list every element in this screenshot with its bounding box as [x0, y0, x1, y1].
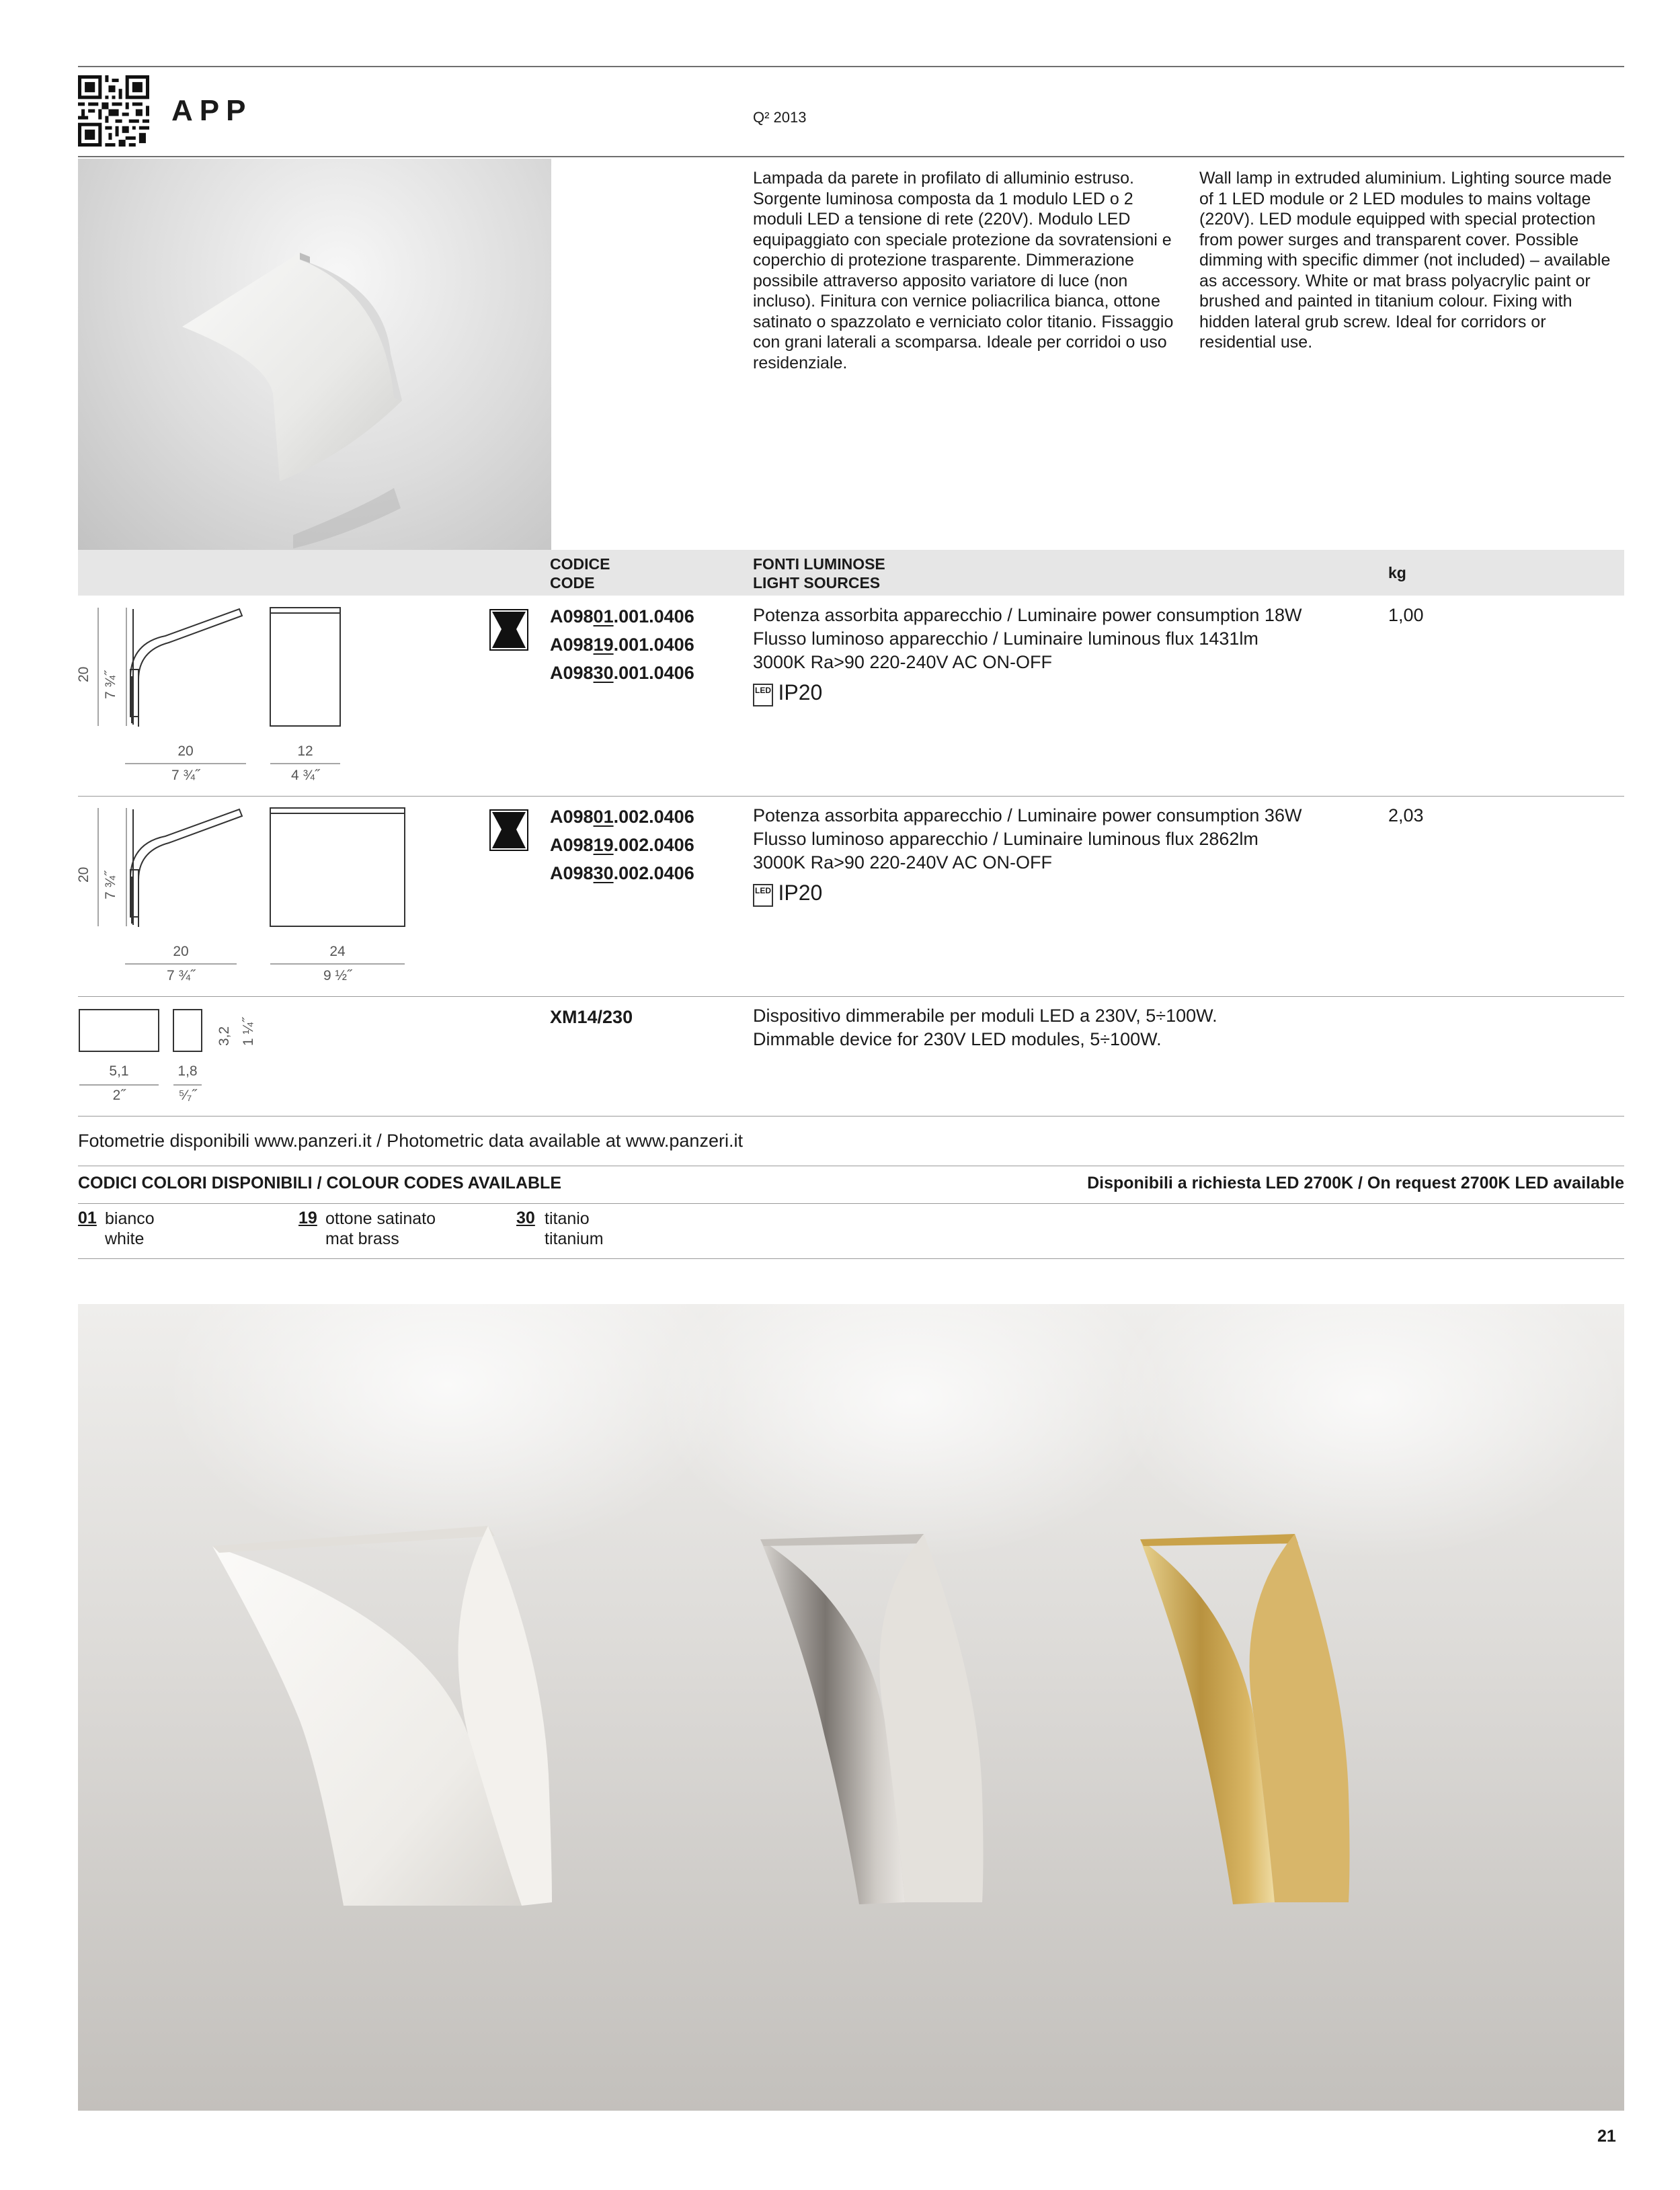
light-source-spec-1: Potenza assorbita apparecchio / Luminaire power consumption 18W Flusso luminoso apparecchio / Luminaire luminous flux 1431lm 3000K Ra>90 220-240V AC ON-OFF LED IP20 — [753, 604, 1302, 706]
dim-acc-depth-in: ⁵⁄₇˝ — [178, 1088, 197, 1103]
top-rule — [78, 66, 1624, 67]
dim-width-cm-2: 24 — [329, 944, 346, 959]
table-header-sources: FONTI LUMINOSE LIGHT SOURCES — [753, 555, 885, 592]
product-codes-1 — [550, 602, 694, 687]
colour-item-brass[interactable] — [298, 1209, 317, 1228]
dim-width-in-1: 4 ¾˝ — [290, 768, 320, 783]
colour-codes-title: CODICI COLORI DISPONIBILI / COLOUR CODES AVAILABLE — [78, 1174, 561, 1192]
row-divider — [78, 796, 1624, 797]
description-italian: Lampada da parete in profilato di alluminio estruso. Sorgente luminosa composta da 1 modulo LED o 2 moduli LED a tensione di rete (220V). Modulo LED equipaggiato con speciale protezione da sovratensioni e coperchio di protezione trasparente. Dimmerazione possibile attraverso apposito variatore di luce (non incluso). Finitura con vernice poliacrilica bianca, ottone satinato o spazzolato e verniciato color titanio. Fissaggio con grani laterali a scomparsa. Ideale per corridoi o uso residenziale. — [753, 169, 1174, 372]
weight-2: 2,03 — [1388, 805, 1424, 825]
light-emission-icon-2 — [489, 809, 528, 851]
dim-acc-depth-cm: 1,8 — [177, 1063, 198, 1079]
dim-height-in-2: 7 ¾˝ — [103, 870, 118, 899]
accessory-description: Dispositivo dimmerabile per moduli LED a 230V, 5÷100W. Dimmable device for 230V LED modules, 5÷100W. — [753, 1006, 1217, 1049]
dim-depth-cm-1: 20 — [177, 743, 194, 759]
dim-depth-in-2: 7 ¾˝ — [166, 968, 196, 983]
dim-height-in-1: 7 ¾˝ — [103, 670, 118, 699]
dim-width-cm-1: 12 — [297, 743, 313, 759]
light-emission-icon-1 — [489, 609, 528, 651]
wall-lamp-illustration — [78, 159, 551, 550]
dim-acc-height-cm: 3,2 — [216, 1026, 232, 1046]
colour-name-white: bianco white — [105, 1209, 155, 1248]
dim-height-cm-1: 20 — [76, 666, 91, 682]
designer-year: Q² 2013 — [753, 109, 807, 126]
colour-name-brass: ottone satinato mat brass — [325, 1209, 436, 1248]
colour-name-titanium: titanio titanium — [545, 1209, 604, 1248]
dim-height-cm-2: 20 — [76, 866, 91, 883]
weight-1: 1,00 — [1388, 605, 1424, 625]
colour-codes-note: Disponibili a richiesta LED 2700K / On request 2700K LED available — [1087, 1174, 1624, 1192]
product-title: APP — [171, 94, 253, 127]
ip-rating: IP20 — [778, 680, 823, 704]
description-english: Wall lamp in extruded aluminium. Lighting source made of 1 LED module or 2 LED modules to mains voltage (220V). LED module equipped with special protection from power surges and transparent cover. Possible dimming with specific dimmer (not included) – available as accessory. White or mat brass polyacrylic paint or brushed and painted in titanium colour. Fixing with hidden lateral grub screw. Ideal for corridors or residential use. — [1199, 169, 1612, 352]
dim-width-in-2: 9 ½˝ — [323, 968, 352, 983]
photometric-note: Fotometrie disponibili www.panzeri.it / Photometric data available at www.panzeri.it — [78, 1131, 743, 1151]
light-source-spec-2: Potenza assorbita apparecchio / Luminaire power consumption 36W Flusso luminoso apparecchio / Luminaire luminous flux 2862lm 3000K Ra>90 220-240V AC ON-OFF LED IP20 — [753, 804, 1302, 907]
three-finish-lamps-illustration — [78, 1304, 1624, 2111]
dim-depth-cm-2: 20 — [173, 944, 189, 959]
dim-acc-height-in: 1 ¼˝ — [241, 1017, 256, 1046]
led-badge-icon: LED — [753, 884, 773, 907]
led-badge-icon: LED — [753, 684, 773, 706]
row-divider — [78, 1116, 1624, 1117]
product-codes-2 — [550, 803, 694, 887]
dim-acc-width-in: 2˝ — [112, 1088, 126, 1103]
table-header-weight: kg — [1388, 564, 1406, 581]
header-rule — [78, 156, 1624, 157]
finishes-photo — [78, 1304, 1624, 2111]
accessory-code[interactable]: XM14/230 — [550, 1007, 633, 1027]
colour-item-titanium[interactable] — [516, 1209, 535, 1228]
table-header-code: CODICE CODE — [550, 555, 610, 592]
product-code[interactable]: A09819.002.0406 — [550, 835, 694, 855]
product-code[interactable]: A09830.001.0406 — [550, 663, 694, 683]
product-code[interactable]: A09819.001.0406 — [550, 635, 694, 655]
dim-depth-in-1: 7 ¾˝ — [171, 768, 200, 783]
colour-code-number: 30 — [516, 1209, 535, 1227]
qr-code-icon[interactable] — [78, 75, 149, 147]
colour-item-white[interactable] — [78, 1209, 97, 1228]
dimension-drawing-1 — [78, 602, 414, 790]
row-divider — [78, 996, 1624, 997]
product-code[interactable]: A09801.002.0406 — [550, 807, 694, 827]
ip-rating: IP20 — [778, 881, 823, 905]
dimension-drawing-2 — [78, 803, 428, 991]
page-number: 21 — [1597, 2127, 1616, 2146]
product-code[interactable]: A09801.001.0406 — [550, 606, 694, 626]
row-divider — [78, 1258, 1624, 1259]
colour-code-number: 01 — [78, 1209, 97, 1227]
dim-acc-width-cm: 5,1 — [109, 1063, 129, 1079]
product-photo — [78, 159, 551, 550]
product-code[interactable]: A09830.002.0406 — [550, 863, 694, 883]
colour-code-number: 19 — [298, 1209, 317, 1227]
row-divider — [78, 1203, 1624, 1204]
